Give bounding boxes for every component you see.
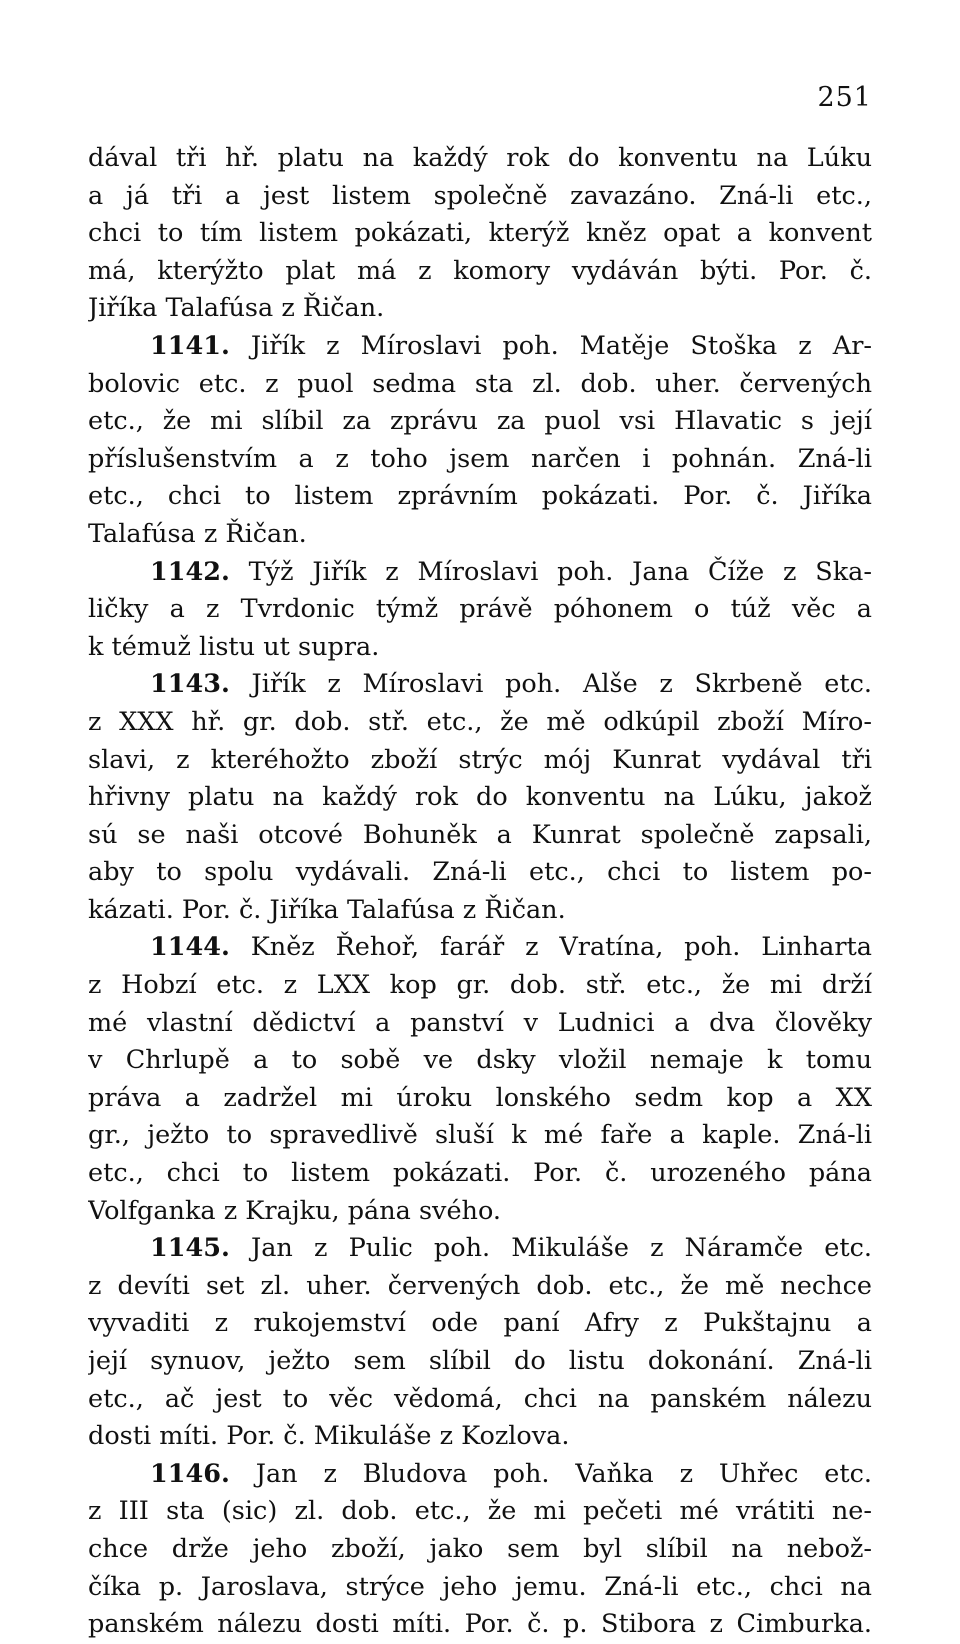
text-line [88,1305,872,1343]
text-line [88,1418,872,1456]
text-line [88,215,872,253]
text-line [88,253,872,291]
entry-first-line [88,929,872,967]
line-text: chci to tím listem pokázati, kterýž kněz opat a konvent [88,218,872,249]
line-text: Volfganka z Krajku, pána svého. [88,1195,501,1226]
text-line [88,478,872,516]
line-text: Týž Jiřík z Míroslavi poh. Jana Číže z Ska- [229,556,872,587]
text-line [88,742,872,780]
line-text: etc., že mi slíbil za zprávu za puol vsi Hlavatic s její [88,406,872,437]
entry-first-line [88,328,872,366]
entry-first-line [88,554,872,592]
entry-first-line [88,1230,872,1268]
text-line [88,1606,872,1644]
entry-number: 1145. [150,1233,230,1264]
line-text: z III sta (sic) zl. dob. etc., že mi pečeti mé vrátiti ne- [88,1496,872,1527]
text-line [88,1155,872,1193]
entry-number: 1144. [150,932,230,963]
line-text: k témuž listu ut supra. [88,631,380,662]
text-line [88,591,872,629]
entry-number: 1143. [150,669,230,700]
line-text: Jiříka Talafúsa z Řičan. [88,293,385,324]
text-line [88,1381,872,1419]
line-text: bolovic etc. z puol sedma sta zl. dob. uher. červených [88,368,872,399]
text-line [88,290,872,328]
text-line [88,1042,872,1080]
line-text: aby to spolu vydávali. Zná-li etc., chci to listem po- [88,857,872,888]
line-text: sú se naši otcové Bohuněk a Kunrat společně zapsali, [88,819,872,850]
text-line [88,1080,872,1118]
line-text: a já tři a jest listem společně zavazáno. Zná-li etc., [88,180,872,211]
line-text: její synuov, ježto sem slíbil do listu dokonání. Zná-li [88,1346,872,1376]
line-text: kázati. Por. č. Jiříka Talafúsa z Řičan. [88,894,566,925]
text-line [88,892,872,930]
text-line [88,1569,872,1607]
text-line [88,178,872,216]
text-line [88,779,872,817]
line-text: mé vlastní dědictví a panství v Ludnici a dva člověky [88,1007,872,1038]
text-line [88,817,872,855]
line-text: z XXX hř. gr. dob. stř. etc., že mě odkúpil zboží Míro- [88,706,872,737]
line-text: má, kterýžto plat má z komory vydáván býti. Por. č. [88,255,872,286]
entry-number: 1142. [150,556,230,587]
line-text: z Hobzí etc. z LXX kop gr. dob. stř. etc., že mi drží [88,970,872,1001]
text-line [88,967,872,1005]
text-line [88,366,872,404]
text-line [88,1343,872,1381]
text-line [88,1493,872,1531]
text-line [88,140,872,178]
line-text: číka p. Jaroslava, strýce jeho jemu. Zná-li etc., chci na [88,1571,872,1602]
line-text: chce drže jeho zboží, jako sem byl slíbil na nebož- [88,1533,872,1564]
text-line [88,403,872,441]
entry-first-line [88,1456,872,1494]
page-body-text [88,140,872,1644]
line-text: ličky a z Tvrdonic týmž právě póhonem o túž věc a [88,594,872,625]
page-number: 251 [817,82,872,113]
line-text: etc., ač jest to věc vědomá, chci na panském nálezu [88,1383,872,1414]
text-line [88,704,872,742]
line-text: dával tři hř. platu na každý rok do konventu na Lúku [88,143,872,173]
line-text: Jan z Pulic poh. Mikuláše z Náramče etc. [229,1233,872,1264]
line-text: slavi, z kteréhožto zboží strýc mój Kunrat vydával tři [88,744,872,775]
line-text: dosti míti. Por. č. Mikuláše z Kozlova. [88,1421,570,1452]
line-text: Talafúsa z Řičan. [88,518,307,549]
line-text: vyvaditi z rukojemství ode paní Afry z Pukštajnu a [88,1308,872,1339]
text-line [88,1531,872,1569]
line-text: Jiřík z Míroslavi poh. Matěje Stoška z Ar- [229,330,872,361]
text-line [88,854,872,892]
text-line [88,1193,872,1231]
line-text: Kněz Řehoř, farář z Vratína, poh. Linharta [229,932,872,963]
line-text: etc., chci to listem pokázati. Por. č. urozeného pána [88,1158,872,1189]
line-text: práva a zadržel mi úroku lonského sedm kop a XX [88,1082,872,1113]
line-text: Jan z Bludova poh. Vaňka z Uhřec etc. [229,1458,872,1489]
line-text: z devíti set zl. uher. červených dob. etc., že mě nechce [88,1270,872,1301]
text-line [88,1117,872,1155]
text-line [88,516,872,554]
line-text: panském nálezu dosti míti. Por. č. p. Stibora z Cimburka. [88,1609,872,1640]
text-line [88,629,872,667]
line-text: Jiřík z Míroslavi poh. Alše z Skrbeně etc. [229,669,872,700]
line-text: etc., chci to listem zprávním pokázati. Por. č. Jiříka [88,481,872,512]
text-line [88,1005,872,1043]
entry-first-line [88,666,872,704]
line-text: příslušenstvím a z toho jsem narčen i pohnán. Zná-li [88,443,872,474]
line-text: v Chrlupě a to sobě ve dsky vložil nemaje k tomu [88,1045,872,1076]
line-text: gr., ježto to spravedlivě sluší k mé faře a kaple. Zná-li [88,1120,872,1151]
text-line [88,1268,872,1306]
text-line [88,441,872,479]
line-text: hřivny platu na každý rok do konventu na Lúku, jakož [88,782,872,813]
entry-number: 1146. [150,1458,230,1489]
entry-number: 1141. [150,330,230,361]
